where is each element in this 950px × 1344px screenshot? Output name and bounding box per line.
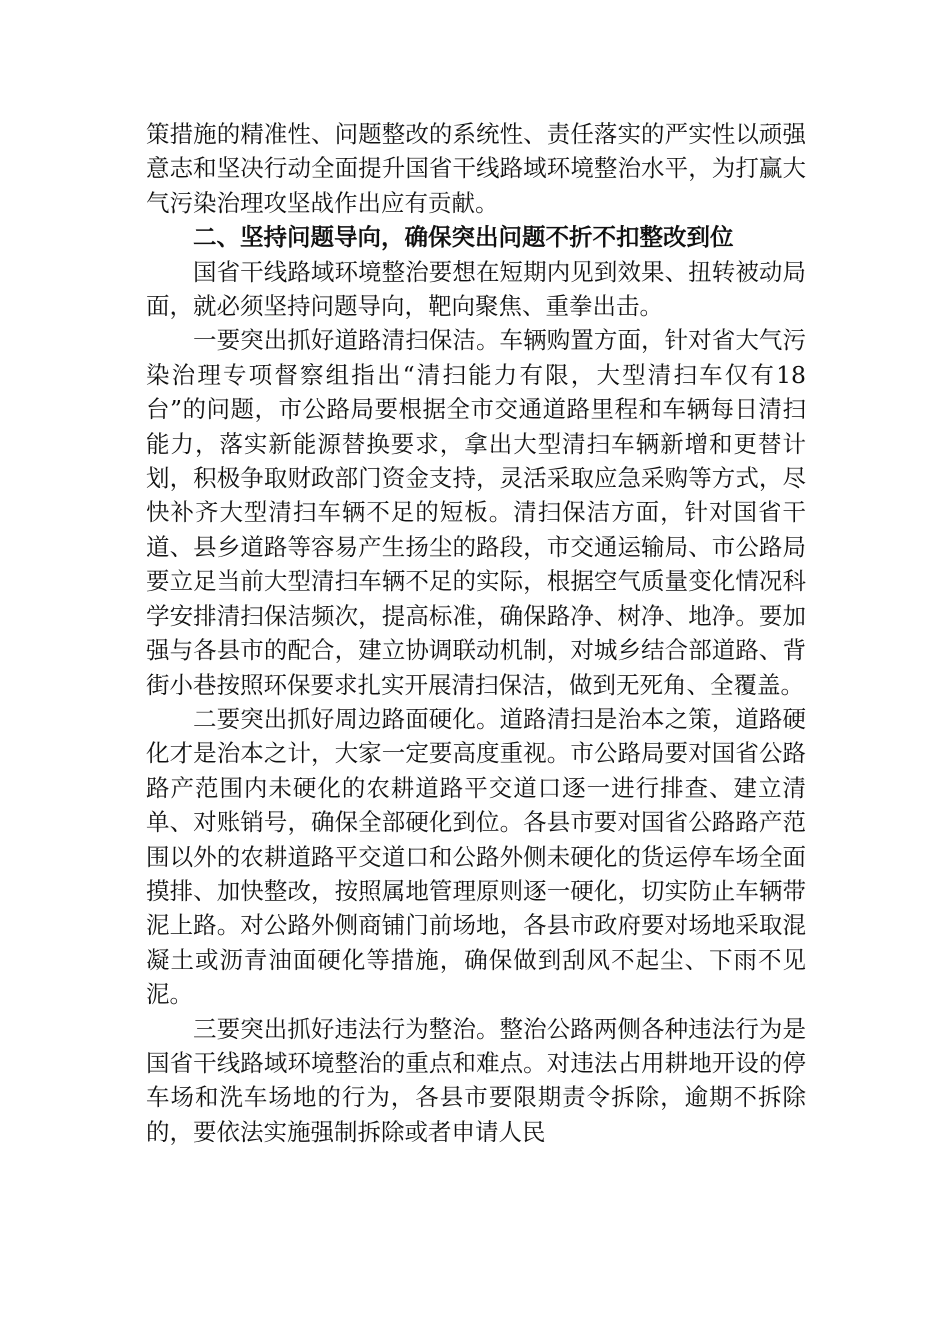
section-heading: 二、坚持问题导向，确保突出问题不折不扣整改到位 bbox=[193, 223, 734, 252]
body-paragraph-cleaning: 一要突出抓好道路清扫保洁。车辆购置方面，针对省大气污染治理专项督察组指出“清扫能力有限，大型清扫车仅有18台”的问题，市公路局要根据全市交通道路里程和车辆每日清扫能力，落实新能源替换要求，拿出大型清扫车辆新增和更替计划，积极争取财政部门资金支持，灵活采取应急采购等方式，尽快补齐大型清扫车辆不足的短板。清扫保洁方面，针对国省干道、县乡道路等容易产生扬尘的路段，市交通运输局、市公路局要立足当前大型清扫车辆不足的实际，根据空气质量变化情况科学安排清扫保洁频次，提高标准，确保路净、树净、地净。要加强与各县市的配合，建立协调联动机制，对城乡结合部道路、背街小巷按照环保要求扎实开展清扫保洁，做到无死角、全覆盖。 bbox=[146, 326, 806, 699]
document-page bbox=[146, 117, 806, 1149]
body-paragraph-hardening: 二要突出抓好周边路面硬化。道路清扫是治本之策，道路硬化才是治本之计，大家一定要高度重视。市公路局要对国省公路路产范围内未硬化的农耕道路平交道口逐一进行排查、建立清单、对账销号，确保全部硬化到位。各县市要对国省公路路产范围以外的农耕道路平交道口和公路外侧未硬化的货运停车场全面摸排、加快整改，按照属地管理原则逐一硬化，切实防止车辆带泥上路。对公路外侧商铺门前场地，各县市政府要对场地采取混凝土或沥青油面硬化等措施，确保做到刮风不起尘、下雨不见泥。 bbox=[146, 704, 806, 1009]
body-paragraph-intro: 国省干线路域环境整治要想在短期内见到效果、扭转被动局面，就必须坚持问题导向，靶向聚焦、重拳出击。 bbox=[146, 257, 806, 321]
continuation-paragraph: 策措施的精准性、问题整改的系统性、责任落实的严实性以顽强意志和坚决行动全面提升国省干线路域环境整治水平，为打赢大气污染治理攻坚战作出应有贡献。 bbox=[146, 120, 806, 217]
body-paragraph-enforcement: 三要突出抓好违法行为整治。整治公路两侧各种违法行为是国省干线路域环境整治的重点和难点。对违法占用耕地开设的停车场和洗车场地的行为，各县市要限期责令拆除，逾期不拆除的，要依法实施强制拆除或者申请人民 bbox=[146, 1014, 806, 1146]
